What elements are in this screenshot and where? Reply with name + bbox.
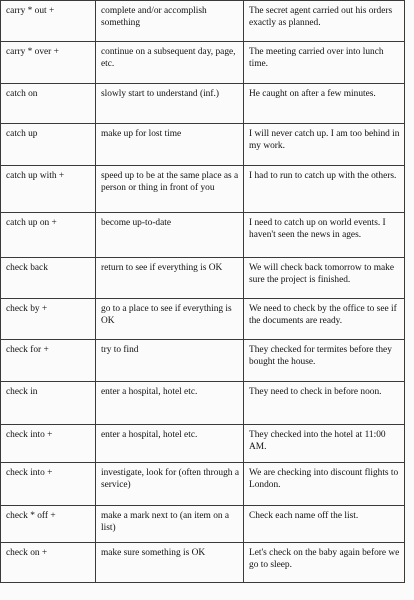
table-row <box>1 543 405 583</box>
meaning-cell: become up-to-date <box>96 213 244 258</box>
table-row <box>1 1 405 42</box>
meaning-cell: try to find <box>96 340 244 382</box>
table-row <box>1 299 405 340</box>
phrasal-verb-cell: check into + <box>1 425 96 463</box>
meaning-cell: slowly start to understand (inf.) <box>96 84 244 124</box>
example-cell: We will check back tomorrow to make sure the project is finished. <box>244 258 405 299</box>
table-row <box>1 463 405 506</box>
table-row <box>1 124 405 166</box>
table-row <box>1 340 405 382</box>
meaning-cell: go to a place to see if everything is OK <box>96 299 244 340</box>
table-row <box>1 42 405 84</box>
meaning-cell: continue on a subsequent day, page, etc. <box>96 42 244 84</box>
table-row <box>1 213 405 258</box>
example-cell: I need to catch up on world events. I haven't seen the news in ages. <box>244 213 405 258</box>
meaning-cell: complete and/or accomplish something <box>96 1 244 42</box>
example-cell: I had to run to catch up with the others. <box>244 166 405 213</box>
table-row <box>1 506 405 543</box>
example-cell: They need to check in before noon. <box>244 382 405 425</box>
example-cell: The secret agent carried out his orders exactly as planned. <box>244 1 405 42</box>
phrasal-verb-cell: check for + <box>1 340 96 382</box>
phrasal-verb-cell: check in <box>1 382 96 425</box>
table-row <box>1 166 405 213</box>
example-cell: Check each name off the list. <box>244 506 405 543</box>
meaning-cell: make up for lost time <box>96 124 244 166</box>
example-cell: The meeting carried over into lunch time. <box>244 42 405 84</box>
table-row <box>1 84 405 124</box>
example-cell: They checked for termites before they bought the house. <box>244 340 405 382</box>
phrasal-verb-cell: catch on <box>1 84 96 124</box>
meaning-cell: speed up to be at the same place as a person or thing in front of you <box>96 166 244 213</box>
table-row <box>1 258 405 299</box>
phrasal-verb-cell: check * off + <box>1 506 96 543</box>
phrasal-verb-cell: catch up on + <box>1 213 96 258</box>
phrasal-verb-cell: carry * out + <box>1 1 96 42</box>
example-cell: We are checking into discount flights to London. <box>244 463 405 506</box>
meaning-cell: investigate, look for (often through a service) <box>96 463 244 506</box>
table-row <box>1 382 405 425</box>
meaning-cell: make sure something is OK <box>96 543 244 583</box>
phrasal-verb-cell: check by + <box>1 299 96 340</box>
example-cell: They checked into the hotel at 11:00 AM. <box>244 425 405 463</box>
meaning-cell: return to see if everything is OK <box>96 258 244 299</box>
phrasal-verb-cell: check into + <box>1 463 96 506</box>
phrasal-verb-cell: catch up <box>1 124 96 166</box>
example-cell: We need to check by the office to see if the documents are ready. <box>244 299 405 340</box>
phrasal-verb-cell: catch up with + <box>1 166 96 213</box>
example-cell: Let's check on the baby again before we go to sleep. <box>244 543 405 583</box>
example-cell: I will never catch up. I am too behind in my work. <box>244 124 405 166</box>
meaning-cell: enter a hospital, hotel etc. <box>96 425 244 463</box>
meaning-cell: enter a hospital, hotel etc. <box>96 382 244 425</box>
meaning-cell: make a mark next to (an item on a list) <box>96 506 244 543</box>
phrasal-verb-cell: check on + <box>1 543 96 583</box>
phrasal-verb-cell: carry * over + <box>1 42 96 84</box>
phrasal-verb-cell: check back <box>1 258 96 299</box>
example-cell: He caught on after a few minutes. <box>244 84 405 124</box>
table-row <box>1 425 405 463</box>
